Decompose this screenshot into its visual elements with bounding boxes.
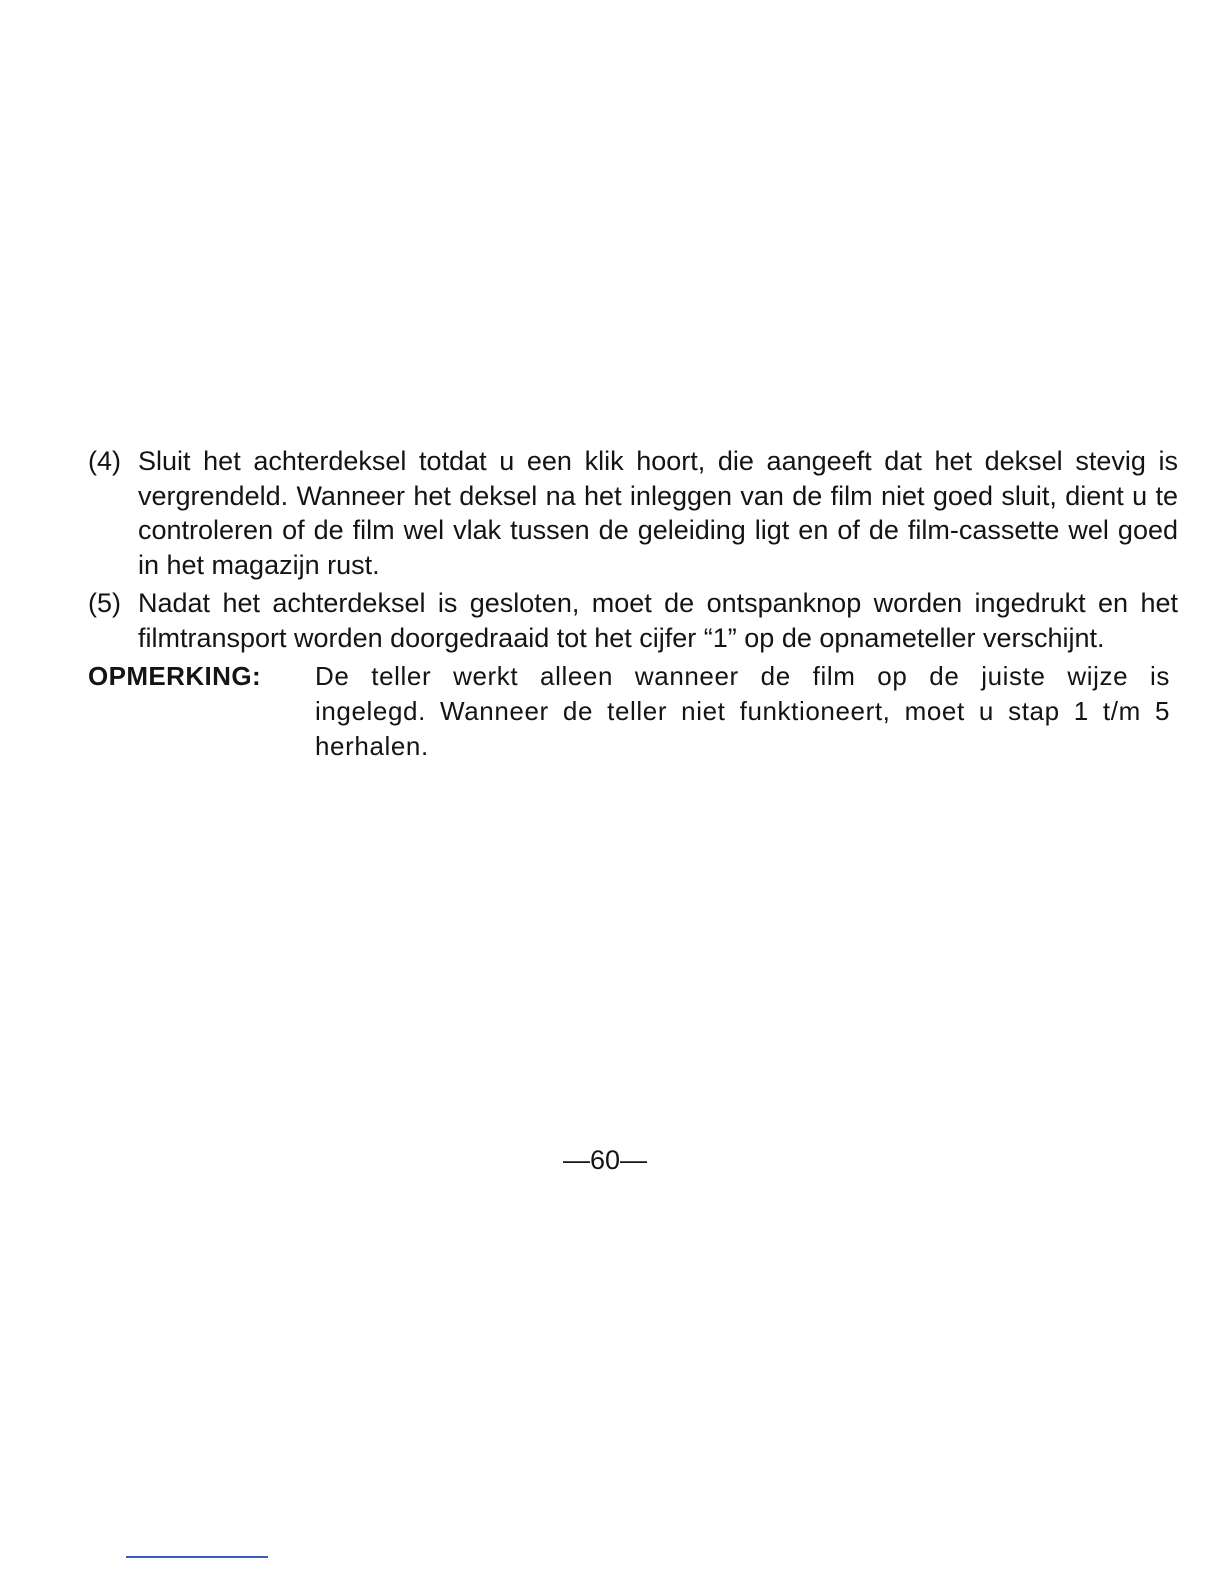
- bottom-divider: [126, 1556, 268, 1558]
- note-label: OPMERKING:: [88, 661, 261, 691]
- instruction-step-5: [88, 586, 1188, 655]
- page-number: —60—: [562, 1145, 648, 1175]
- step-text: Sluit het achterdeksel totdat u een klik hoort, die aangeeft dat het deksel stevig is vergrendeld. Wanneer het deksel na het inleggen van de film niet goed sluit, dient u te controleren of de film wel vlak tussen de geleiding ligt en of de film-cassette wel goed in het magazijn rust.: [138, 446, 1178, 580]
- step-number: (5): [88, 588, 121, 618]
- step-text: Nadat het achterdeksel is gesloten, moet de ontspanknop worden ingedrukt en het filmtransport worden doorgedraaid tot het cijfer “1” op de opnameteller verschijnt.: [138, 588, 1178, 653]
- step-number: (4): [88, 446, 121, 476]
- note-block: [88, 659, 1188, 764]
- page-content: [88, 444, 1188, 764]
- note-text: De teller werkt alleen wanneer de film op de juiste wijze is ingelegd. Wanneer de teller niet funktioneert, moet u stap 1 t/m 5 herhalen.: [315, 661, 1170, 761]
- instruction-step-4: [88, 444, 1188, 582]
